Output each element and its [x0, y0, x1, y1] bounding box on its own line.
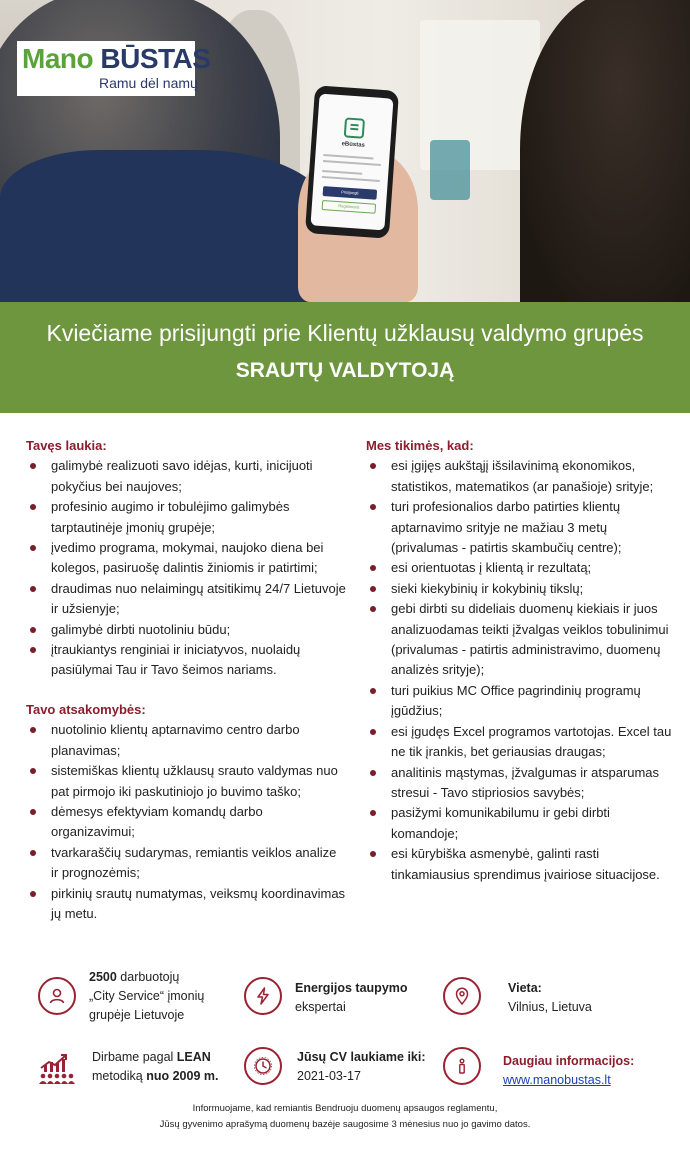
more-info-label: Daugiau informacijos:: [503, 1054, 635, 1068]
list-item: pasižymi komunikabilumu ir gebi dirbti komandoje;: [366, 803, 676, 844]
website-link[interactable]: www.manobustas.lt: [503, 1073, 611, 1087]
list-item: turi profesionalios darbo patirties klientų aptarnavimo srityje ne mažiau 3 metų (privalumas - patirtis skambučių centre);: [366, 497, 676, 558]
list-item: esi orientuotas į klientą ir rezultatą;: [366, 558, 676, 578]
phone-text-line: [322, 176, 380, 182]
location-pin-icon: [443, 977, 481, 1015]
energy-subtitle: ekspertai: [295, 1000, 346, 1014]
list-item: įvedimo programa, mokymai, naujoko diena bei kolegos, pasiruošę dalintis žiniomis ir patirtimi;: [26, 538, 346, 579]
lightning-icon: [244, 977, 282, 1015]
lean-info: [92, 1048, 218, 1086]
lean-line2: metodiką nuo 2009 m.: [92, 1069, 219, 1083]
phone-app-name: eBūstas: [341, 141, 366, 149]
list-item: sieki kiekybinių ir kokybinių tikslų;: [366, 579, 676, 599]
right-column: [366, 436, 676, 885]
list-item: sistemiškas klientų užklausų srauto valdymas nuo pat pirmojo iki paskutiniojo jo buvimo taško;: [26, 761, 346, 802]
list-item: analitinis mąstymas, įžvalgumas ir atsparumas stresui - Tavo stipriosios savybės;: [366, 763, 676, 804]
list-item: dėmesys efektyviam komandų darbo organizavimui;: [26, 802, 346, 843]
woman-figure: [520, 0, 690, 302]
logo-tagline: Ramu dėl namų: [99, 75, 198, 91]
employees-info: [89, 968, 204, 1025]
location-label: Vieta:: [508, 981, 542, 995]
duties-title: Tavo atsakomybės:: [26, 701, 146, 717]
list-item: įtraukiantys renginiai ir iniciatyvos, nuolaidų pasiūlymai Tau ir Tavo šeimos nariams.: [26, 640, 346, 681]
section-gap: [26, 681, 346, 700]
phone-text-line: [323, 154, 373, 159]
phone-text-line: [322, 170, 362, 175]
more-info: [503, 1052, 634, 1090]
requirements-list: [366, 456, 676, 885]
gdpr-notice: [0, 1101, 690, 1132]
list-item: profesinio augimo ir tobulėjimo galimybės tarptautinėje įmonių grupėje;: [26, 497, 346, 538]
logo-wordmark: Mano BŪSTAS: [22, 43, 211, 74]
hero-photo: [0, 0, 690, 302]
phone-screen: [310, 94, 393, 231]
headline-banner: [0, 302, 690, 413]
headline-invite: Kviečiame prisijungti prie Klientų užklausų valdymo grupės: [46, 320, 644, 346]
info-icon: [443, 1047, 481, 1085]
deadline-value: 2021-03-17: [297, 1069, 361, 1083]
list-item: galimybė dirbti nuotoliniu būdu;: [26, 620, 346, 640]
requirements-title: Mes tikimės, kad:: [366, 438, 474, 453]
clock-icon: [244, 1047, 282, 1085]
list-item: esi įgudęs Excel programos vartotojas. Excel tau ne tik įrankis, bet geriausias draugas;: [366, 722, 676, 763]
employees-country: grupėje Lietuvoje: [89, 1008, 185, 1022]
phone-login-button: Prisijungti: [323, 186, 378, 200]
list-item: galimybė realizuoti savo idėjas, kurti, inicijuoti pokyčius bei naujoves;: [26, 456, 346, 497]
list-item: turi puikius MC Office pagrindinių programų įgūdžius;: [366, 681, 676, 722]
employees-company: „City Service“ įmonių: [89, 989, 205, 1003]
list-item: esi kūrybiška asmenybė, galinti rasti tinkamiausius sprendimus įvairiose situacijose.: [366, 844, 676, 885]
location-info: [508, 979, 592, 1017]
list-item: draudimas nuo nelaimingų atsitikimų 24/7 Lietuvoje ir užsienyje;: [26, 579, 346, 620]
ebustas-app-icon: [344, 117, 365, 138]
list-item: gebi dirbti su dideliais duomenų kiekiais ir juos analizuodamas teikti įžvalgas veiklos tobulinimui (privalumas - patirtis administravimo, duomenų analizės srityje);: [366, 599, 676, 681]
left-column: [26, 436, 346, 924]
mano-bustas-logo: [17, 41, 211, 96]
energy-title: Energijos taupymo: [295, 981, 408, 995]
person-icon: [38, 977, 76, 1015]
phone-register-button: Registruotis: [322, 200, 377, 214]
glass-graphic: [430, 140, 470, 200]
gdpr-line1: Informuojame, kad remiantis Bendruoju duomenų apsaugos reglamentu,: [192, 1103, 498, 1114]
list-item: esi įgijęs aukštąjį išsilavinimą ekonomikos, statistikos, matematikos (ar panašioje) srityje;: [366, 456, 676, 497]
phone-text-line: [323, 160, 381, 166]
location-value: Vilnius, Lietuva: [508, 1000, 592, 1014]
offers-title: Tavęs laukia:: [26, 438, 107, 453]
deadline-info: [297, 1048, 426, 1086]
smartphone: [305, 85, 399, 238]
energy-info: [295, 979, 408, 1017]
list-item: nuotolinio klientų aptarnavimo centro darbo planavimas;: [26, 720, 346, 761]
gdpr-line2: Jūsų gyvenimo aprašymą duomenų bazėje saugosime 3 mėnesius nuo jo gavimo datos.: [159, 1118, 531, 1130]
offers-list: [26, 456, 346, 680]
man-shirt: [0, 150, 330, 302]
lean-line1: Dirbame pagal LEAN: [92, 1050, 211, 1064]
growth-chart-icon: [38, 1051, 76, 1085]
deadline-label: Jūsų CV laukiame iki:: [297, 1050, 426, 1064]
duties-list: [26, 720, 346, 924]
headline-position: SRAUTŲ VALDYTOJĄ: [235, 359, 455, 382]
list-item: pirkinių srautų numatymas, veiksmų koordinavimas jų metu.: [26, 884, 346, 925]
employees-count: 2500 darbuotojų: [89, 970, 180, 984]
list-item: tvarkaraščių sudarymas, remiantis veiklos analize ir prognozėmis;: [26, 843, 346, 884]
